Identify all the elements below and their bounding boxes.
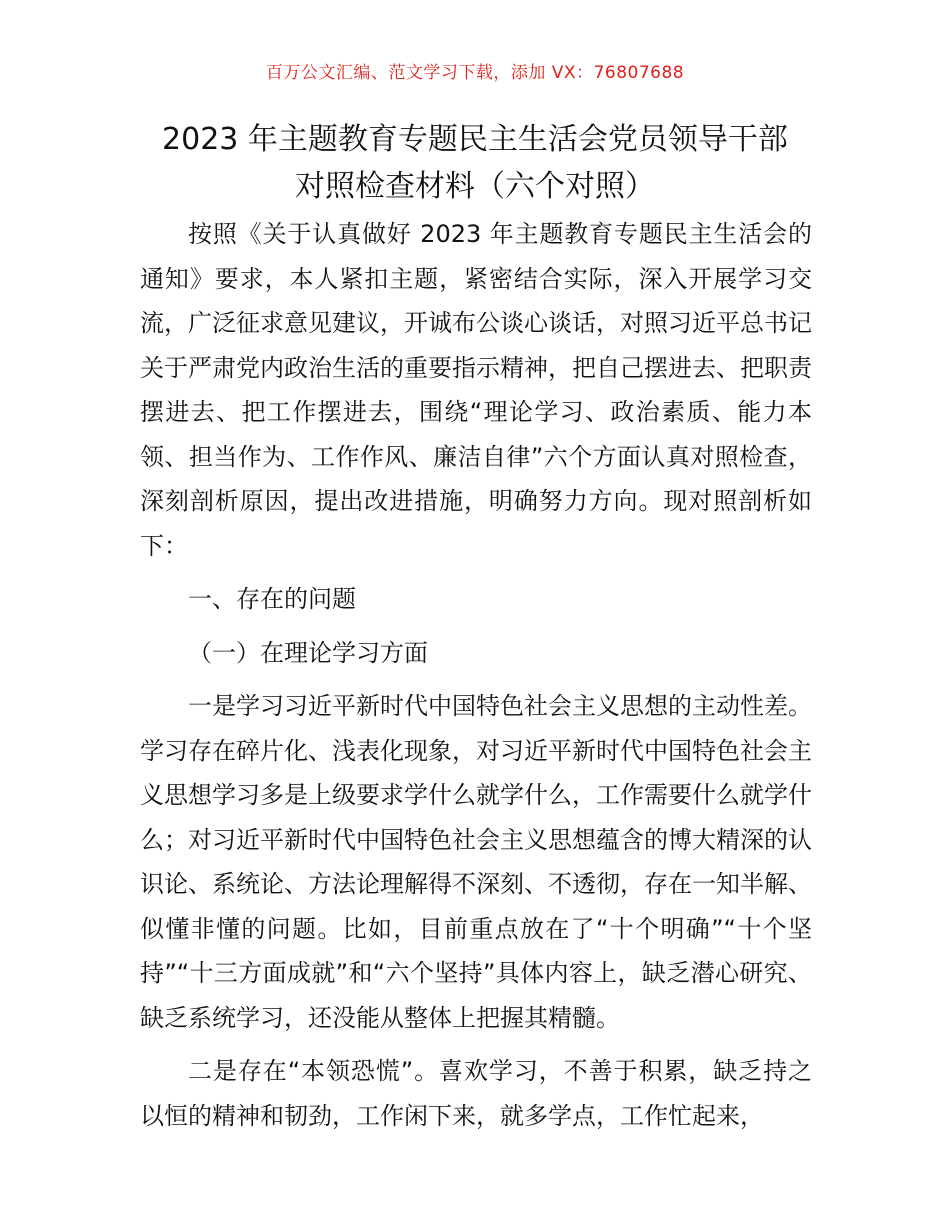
document-title: [100, 116, 850, 210]
subsection-heading: （一）在理论学习方面: [188, 638, 428, 667]
intro-paragraph: 按照《关于认真做好 2023 年主题教育专题民主生活会的通知》要求，本人紧扣主题，紧密结合实际，深入开展学习交流，广泛征求意见建议，开诚布公谈心谈话，对照习近平总书记关于严肃党内政治生活的重要指示精神，把自己摆进去、把职责摆进去、把工作摆进去，围绕“理论学习、政治素质、能力本领、担当作为、工作作风、廉洁自律”六个方面认真对照检查，深刻剖析原因，提出改进措施，明确努力方向。现对照剖析如下：: [140, 220, 812, 560]
body-paragraph-1: 一是学习习近平新时代中国特色社会主义思想的主动性差。学习存在碎片化、浅表化现象，对习近平新时代中国特色社会主义思想学习多是上级要求学什么就学什么，工作需要什么就学什么；对习近平新时代中国特色社会主义思想蕴含的博大精深的认识论、系统论、方法论理解得不深刻、不透彻，存在一知半解、似懂非懂的问题。比如，目前重点放在了“十个明确”“十个坚持”“十三方面成就”和“六个坚持”具体内容上，缺乏潜心研究、缺乏系统学习，还没能从整体上把握其精髓。: [140, 692, 812, 1032]
title-line-2: 对照检查材料（六个对照）: [295, 169, 655, 204]
watermark-header: 百万公文汇编、范文学习下载，添加 VX：76807688: [265, 63, 685, 83]
body-paragraph-2: 二是存在“本领恐慌”。喜欢学习，不善于积累，缺乏持之以恒的精神和韧劲，工作闲下来，就多学点，工作忙起来，: [140, 1057, 812, 1130]
section-heading: 一、存在的问题: [188, 585, 356, 613]
document-body: [140, 212, 812, 1138]
title-line-1: 2023 年主题教育专题民主生活会党员领导干部: [162, 122, 788, 157]
